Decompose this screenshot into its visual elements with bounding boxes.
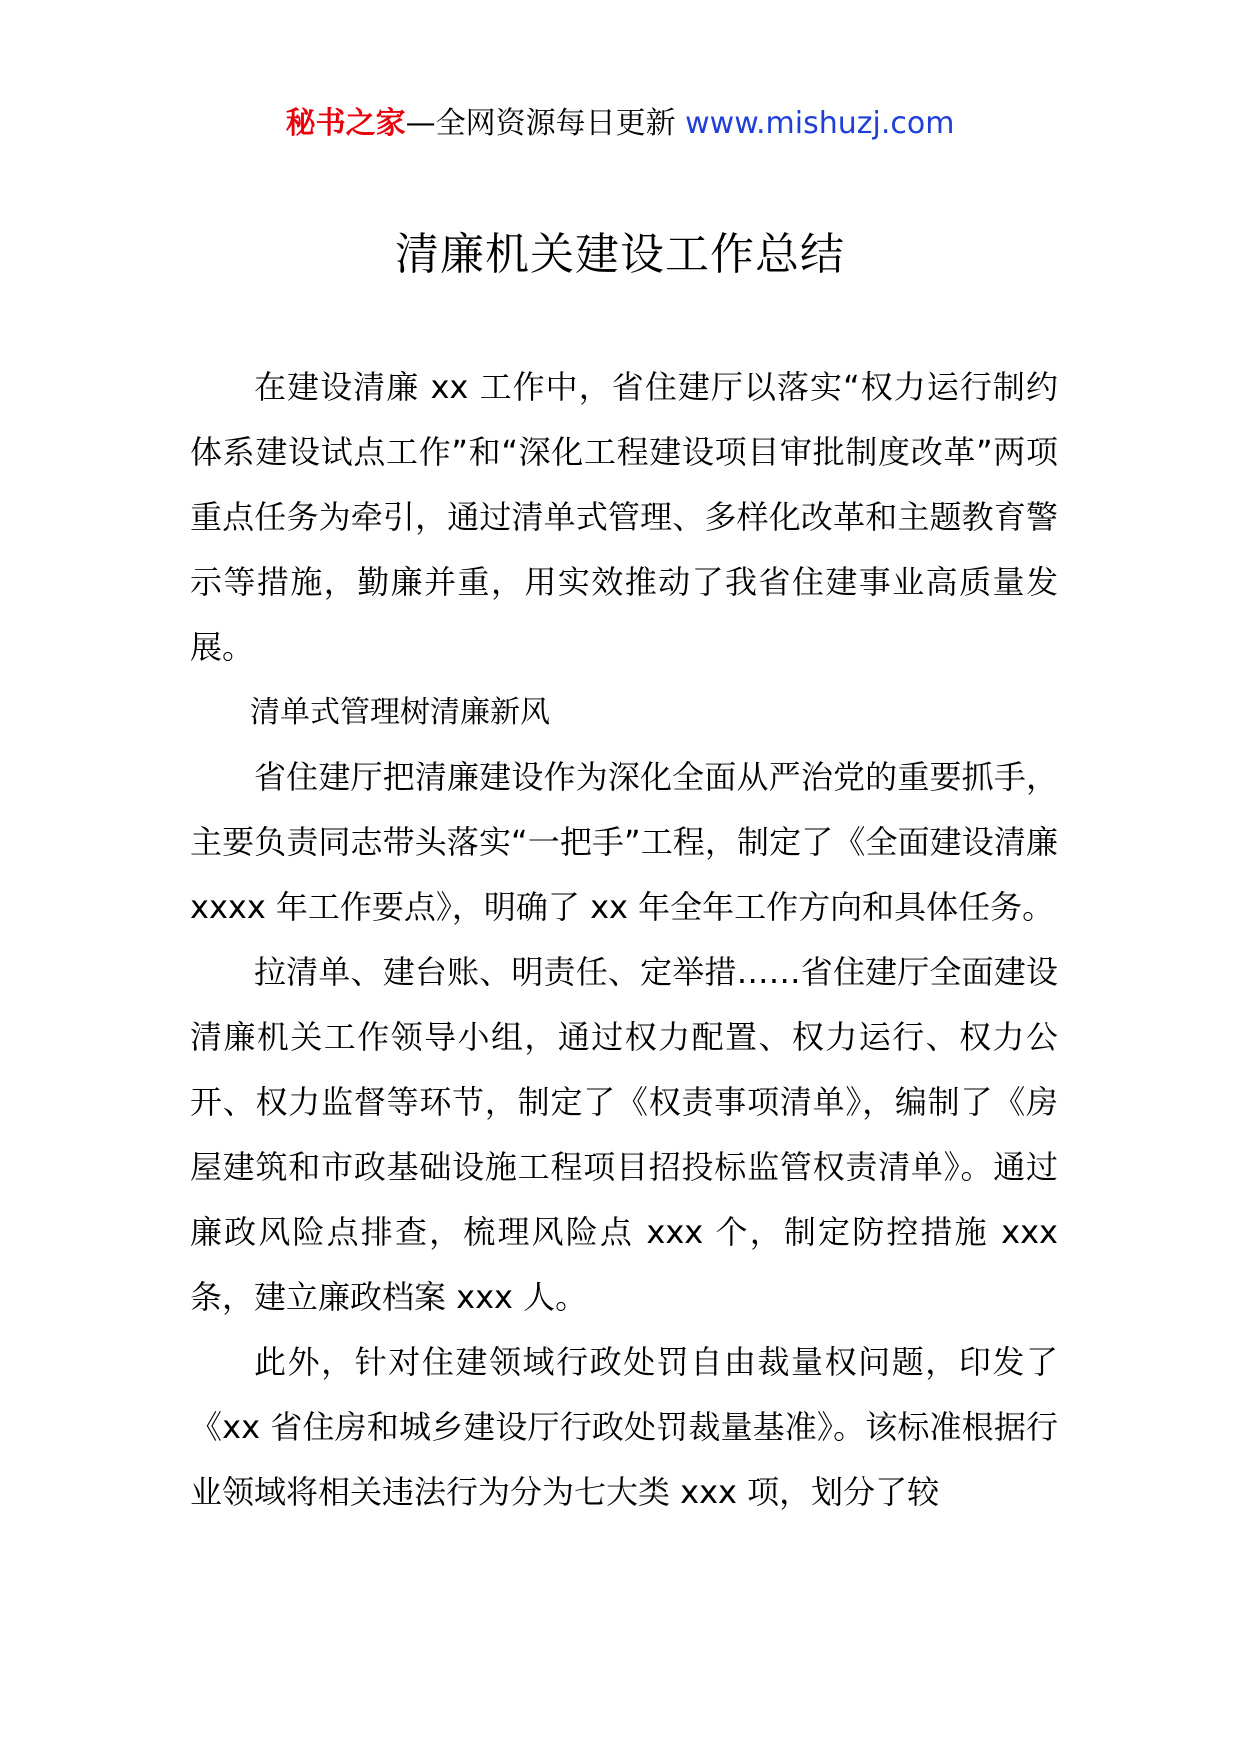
document-body (190, 355, 1058, 1525)
paragraph: 此外，针对住建领域行政处罚自由裁量权问题，印发了《xx 省住房和城乡建设厅行政处罚裁量基准》。该标准根据行业领域将相关违法行为分为七大类 xxx 项，划分了较 (190, 1343, 1058, 1511)
header-tagline: —全网资源每日更新 (405, 106, 686, 141)
site-header (0, 100, 1240, 148)
paragraph: 省住建厅把清廉建设作为深化全面从严治党的重要抓手，主要负责同志带头落实“一把手”工程，制定了《全面建设清廉 xxxx 年工作要点》，明确了 xx 年全年工作方向和具体任务。 (190, 758, 1058, 926)
paragraph-intro: 在建设清廉 xx 工作中，省住建厅以落实“权力运行制约体系建设试点工作”和“深化工程建设项目审批制度改革”两项重点任务为牵引，通过清单式管理、多样化改革和主题教育警示等措施，勤廉并重，用实效推动了我省住建事业高质量发展。 (190, 368, 1058, 666)
section-heading: 清单式管理树清廉新风 (250, 695, 550, 730)
site-url: www.mishuzj.com (685, 106, 955, 141)
paragraph: 拉清单、建台账、明责任、定举措……省住建厅全面建设清廉机关工作领导小组，通过权力配置、权力运行、权力公开、权力监督等环节，制定了《权责事项清单》，编制了《房屋建筑和市政基础设施工程项目招投标监管权责清单》。通过廉政风险点排查，梳理风险点 xxx 个，制定防控措施 xxx 条，建立廉政档案 xxx 人。 (190, 953, 1058, 1316)
document-title: 清廉机关建设工作总结 (395, 229, 845, 280)
brand-name: 秘书之家 (285, 106, 406, 141)
